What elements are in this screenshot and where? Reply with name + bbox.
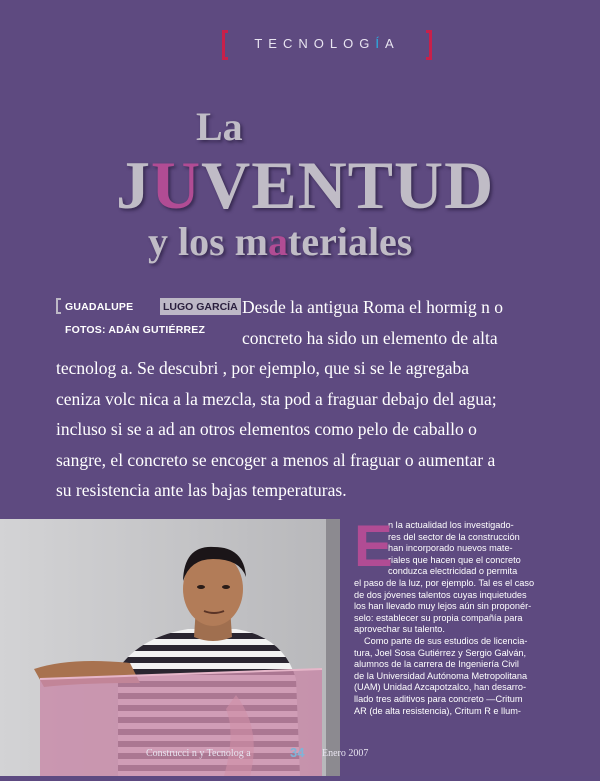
- body-line: de la Universidad Autónoma Metropolitana: [354, 670, 528, 681]
- headline-line-3: y los materiales: [148, 219, 413, 264]
- drop-cap: [354, 514, 393, 579]
- body-line: Como parte de sus estudios de licencia-: [364, 635, 528, 646]
- body-line: llado tres aditivos para concreto —Critum: [354, 693, 523, 704]
- body-line: aprovechar su talento.: [354, 624, 445, 635]
- lead-line: incluso si se a ad an otros elementos como pelo de caballo o: [56, 419, 477, 439]
- body-line: conduzca electricidad o permita: [388, 566, 518, 577]
- section-header: [222, 30, 432, 60]
- lead-line: tecnolog a. Se descubri , por ejemplo, que si se le agregaba: [56, 358, 470, 378]
- footer-page-number: 34: [290, 745, 305, 760]
- body-line: alumnos de la carrera de Ingeniería Civil: [354, 659, 519, 670]
- lead-paragraph: [56, 292, 556, 506]
- footer-magazine-title: Construcci n y Tecnolog a: [146, 748, 251, 759]
- section-title: TECNOLOGÍA: [254, 36, 400, 51]
- lead-line: concreto ha sido un elemento de alta: [242, 327, 498, 348]
- right-bracket: [426, 30, 432, 60]
- body-line: el paso de la luz, por ejemplo. Tal es el caso: [354, 577, 535, 588]
- body-line: han incorporado nuevos mate-: [388, 543, 513, 554]
- body-line: (UAM) Unidad Azcapotzalco, han desarro-: [354, 682, 527, 693]
- author-last-name: LUGO GARCÍA: [160, 298, 241, 315]
- drop-cap-letter: [354, 514, 393, 579]
- left-bracket: [222, 30, 228, 60]
- lead-line: sangre, el concreto se encoger a menos al fraguar o aumentar a: [56, 449, 496, 470]
- lead-line: su resistencia ante las bajas temperaturas.: [56, 480, 347, 500]
- body-line: los han llevado muy lejos aún sin proponér-: [354, 601, 532, 612]
- footer-date: Enero 2007: [322, 748, 369, 759]
- photo-credit: FOTOS: ADÁN GUTIÉRREZ: [65, 324, 206, 336]
- headline-line-2: JUVENTUD: [116, 147, 495, 223]
- lead-line: ceniza volc nica a la mezcla, sta pod a fraguar debajo del agua;: [56, 388, 497, 409]
- body-line: de dos jóvenes talentos cuyas inquietudes: [354, 589, 527, 600]
- body-line: res del sector de la construcción: [388, 531, 520, 542]
- headline-line-1: La: [196, 104, 243, 149]
- body-line: n la actualidad los investigado-: [388, 520, 514, 530]
- photo-illustration: [0, 519, 340, 776]
- body-line: AR (de alta resistencia), Critum R e llum-: [354, 705, 521, 716]
- lead-line: Desde la antigua Roma el hormig n o: [242, 297, 503, 317]
- body-line: riales que hacen que el concreto: [388, 554, 521, 565]
- author-first-name: GUADALUPE: [65, 301, 134, 313]
- body-line: selo: establecer su propia compañía para: [354, 612, 523, 623]
- body-line: tura, Joel Sosa Gutiérrez y Sergio Galván,: [354, 647, 527, 658]
- svg-text:E: E: [354, 514, 393, 579]
- portrait-photo: [0, 519, 340, 776]
